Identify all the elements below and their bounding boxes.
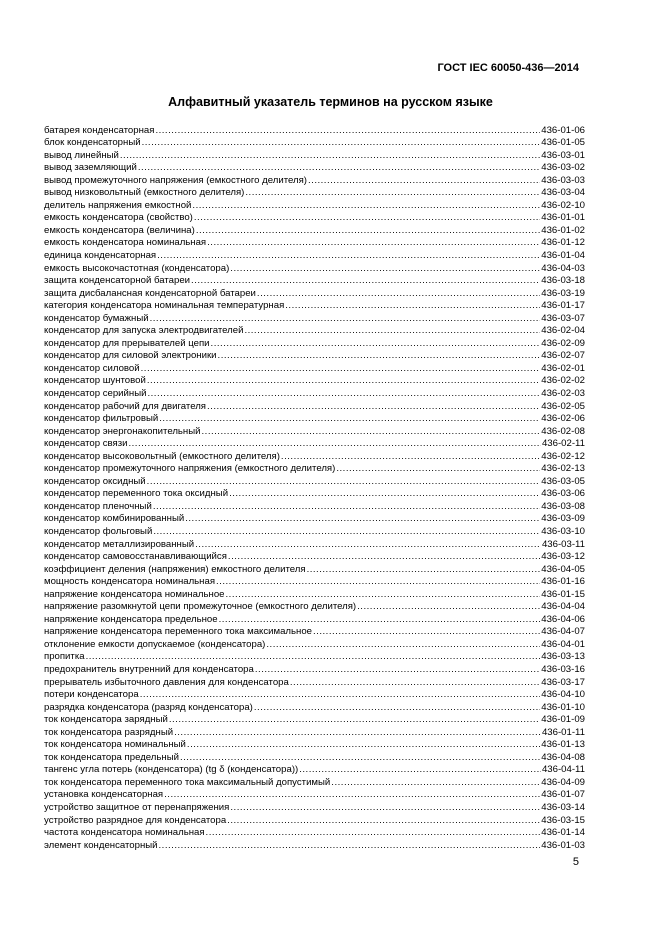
entry-code: 436-03-12: [541, 551, 585, 563]
entry-term: батарея конденсаторная: [44, 124, 155, 136]
dot-leader: [174, 727, 541, 740]
dot-leader: [141, 363, 541, 376]
entry-term: напряжение конденсатора предельное: [44, 613, 218, 625]
entry-code: 436-01-15: [541, 588, 585, 600]
index-entry: [44, 689, 585, 702]
entry-term: вывод заземляющий: [44, 162, 137, 174]
dot-leader: [227, 815, 540, 828]
entry-term: емкость конденсатора (величина): [44, 224, 195, 236]
dot-leader: [331, 777, 540, 790]
entry-term: конденсатор энергонакопительный: [44, 425, 201, 437]
entry-code: 436-03-06: [541, 488, 585, 500]
entry-term: напряжение конденсатора переменного тока максимальное: [44, 626, 312, 638]
index-entry: [44, 488, 585, 501]
dot-leader: [244, 325, 540, 338]
entry-term: предохранитель внутренний для конденсатора: [44, 664, 254, 676]
entry-term: конденсатор для прерывателей цепи: [44, 337, 210, 349]
dot-leader: [153, 526, 540, 539]
entry-term: устройство разрядное для конденсатора: [44, 814, 227, 826]
entry-term: разрядка конденсатора (разряд конденсатора): [44, 701, 253, 713]
dot-leader: [194, 212, 540, 225]
entry-term: конденсатор металлизированный: [44, 538, 195, 550]
entry-code: 436-03-18: [541, 275, 585, 287]
entry-term: установка конденсаторная: [44, 789, 164, 801]
entry-code: 436-04-03: [541, 262, 585, 274]
entry-code: 436-02-02: [541, 375, 585, 387]
index-entry: [44, 263, 585, 276]
dot-leader: [226, 589, 541, 602]
dot-leader: [140, 689, 541, 702]
index-entry: [44, 526, 585, 539]
index-entry: [44, 714, 585, 727]
dot-leader: [307, 564, 541, 577]
entry-code: 436-02-03: [541, 387, 585, 399]
index-entry: [44, 288, 585, 301]
dot-leader: [191, 275, 540, 288]
entry-term: единица конденсаторная: [44, 249, 157, 261]
index-entry: [44, 601, 585, 614]
index-entry: [44, 752, 585, 765]
entry-code: 436-03-08: [541, 500, 585, 512]
entry-term: конденсатор самовосстанавливающийся: [44, 551, 227, 563]
entry-code: 436-01-05: [541, 137, 585, 149]
entry-term: конденсатор фольговый: [44, 526, 153, 537]
entry-code: 436-03-19: [541, 287, 585, 299]
entry-code: 436-01-07: [541, 789, 585, 801]
dot-leader: [159, 840, 541, 853]
index-entry: [44, 162, 585, 175]
index-entry: [44, 827, 585, 840]
entry-term: элемент конденсаторный: [44, 839, 158, 851]
dot-leader: [86, 651, 541, 664]
index-entry: [44, 739, 585, 752]
dot-leader: [128, 438, 541, 451]
entry-term: конденсатор рабочий для двигателя: [44, 400, 207, 412]
entry-code: 436-04-05: [541, 563, 585, 575]
entry-term: емкость конденсатора номинальная: [44, 237, 207, 249]
entry-code: 436-03-09: [541, 513, 585, 525]
dot-leader: [187, 739, 540, 752]
entry-term: емкость высокочастотная (конденсатора): [44, 262, 230, 274]
entry-term: конденсатор оксидный: [44, 475, 146, 487]
entry-term: ток конденсатора зарядный: [44, 714, 168, 726]
entry-term: делитель напряжения емкостной: [44, 199, 192, 211]
entry-code: 436-01-16: [541, 576, 585, 588]
entry-code: 436-02-11: [541, 438, 585, 450]
entry-code: 436-02-06: [541, 413, 585, 425]
index-entry: [44, 275, 585, 288]
dot-leader: [147, 476, 541, 489]
page-title: Алфавитный указатель терминов на русском языке: [168, 95, 493, 109]
entry-code: 436-03-01: [541, 149, 585, 161]
entry-code: 436-02-07: [541, 350, 585, 362]
index-entry: [44, 225, 585, 238]
index-entry: [44, 463, 585, 476]
entry-code: 436-01-03: [541, 839, 585, 851]
index-entry: [44, 438, 585, 451]
entry-code: 436-01-10: [541, 701, 585, 713]
dot-leader: [219, 614, 541, 627]
entry-code: 436-03-15: [541, 814, 585, 826]
dot-leader: [185, 513, 540, 526]
entry-code: 436-02-13: [541, 463, 585, 475]
index-entry: [44, 388, 585, 401]
index-entry: [44, 150, 585, 163]
entry-code: 436-02-05: [541, 400, 585, 412]
index-entry: [44, 802, 585, 815]
standard-code: ГОСТ IEC 60050-436—2014: [437, 62, 579, 74]
dot-leader: [308, 175, 540, 188]
index-entry: [44, 564, 585, 577]
entry-code: 436-01-12: [541, 237, 585, 249]
entry-term: ток конденсатора номинальный: [44, 739, 186, 751]
entry-code: 436-04-11: [541, 764, 585, 776]
dot-leader: [207, 401, 540, 414]
entry-term: конденсатор шунтовой: [44, 375, 146, 387]
entry-code: 436-03-02: [541, 162, 585, 174]
index-entry: [44, 175, 585, 188]
index-entry: [44, 815, 585, 828]
entry-code: 436-03-17: [541, 676, 585, 688]
entry-code: 436-03-14: [541, 802, 585, 814]
index-entry: [44, 451, 585, 464]
index-entry: [44, 626, 585, 639]
entry-code: 436-03-07: [541, 312, 585, 324]
index-entry: [44, 639, 585, 652]
dot-leader: [299, 764, 541, 777]
index-entry: [44, 539, 585, 552]
index-entry: [44, 727, 585, 740]
index-entry: [44, 338, 585, 351]
dot-leader: [157, 250, 540, 263]
index-entry: [44, 350, 585, 363]
entry-term: мощность конденсатора номинальная: [44, 576, 216, 588]
entry-code: 436-04-09: [541, 776, 585, 788]
dot-leader: [150, 313, 541, 326]
dot-leader: [285, 300, 540, 313]
dot-leader: [164, 789, 540, 802]
dot-leader: [201, 426, 540, 439]
entry-code: 436-04-07: [541, 626, 585, 638]
entry-term: конденсатор комбинированный: [44, 513, 185, 525]
entry-code: 436-02-08: [541, 425, 585, 437]
entry-code: 436-02-04: [541, 325, 585, 337]
index-entry: [44, 764, 585, 777]
dot-leader: [196, 225, 540, 238]
entry-term: напряжение конденсатора номинальное: [44, 588, 225, 600]
dot-leader: [142, 137, 541, 150]
entry-term: защита конденсаторной батареи: [44, 275, 191, 287]
dot-leader: [266, 639, 540, 652]
entry-term: конденсатор для силовой электроники: [44, 350, 217, 362]
entry-code: 436-01-06: [541, 124, 585, 136]
page-number: 5: [572, 856, 579, 868]
index-entry: [44, 250, 585, 263]
index-entry: [44, 125, 585, 138]
dot-leader: [245, 187, 540, 200]
entry-code: 436-02-12: [541, 450, 585, 462]
entry-term: вывод промежуточного напряжения (емкостного делителя): [44, 174, 307, 186]
index-entry: [44, 200, 585, 213]
entry-term: конденсатор фильтровый: [44, 413, 159, 425]
dot-leader: [155, 125, 540, 138]
entry-code: 436-01-13: [541, 739, 585, 751]
entry-term: коэффициент деления (напряжения) емкостного делителя: [44, 563, 306, 575]
dot-leader: [230, 263, 540, 276]
index-entry: [44, 137, 585, 150]
dot-leader: [229, 488, 540, 501]
index-entry: [44, 501, 585, 514]
entry-term: конденсатор бумажный: [44, 312, 149, 324]
entry-code: 436-03-04: [541, 187, 585, 199]
entry-term: потери конденсатора: [44, 689, 139, 701]
entry-code: 436-02-01: [541, 362, 585, 374]
index-entry: [44, 401, 585, 414]
dot-leader: [313, 626, 540, 639]
index-entry: [44, 212, 585, 225]
dot-leader: [169, 714, 540, 727]
index-entry: [44, 664, 585, 677]
index-entry: [44, 476, 585, 489]
index-entry: [44, 789, 585, 802]
dot-leader: [216, 576, 540, 589]
dot-leader: [195, 539, 541, 552]
entry-code: 436-03-11: [541, 538, 585, 550]
entry-code: 436-01-01: [541, 212, 585, 224]
entry-term: конденсатор для запуска электродвигателей: [44, 325, 244, 337]
entry-code: 436-04-04: [541, 601, 585, 613]
dot-leader: [281, 451, 540, 464]
entry-code: 436-03-16: [541, 664, 585, 676]
dot-leader: [192, 200, 540, 213]
index-entry: [44, 325, 585, 338]
entry-code: 436-01-14: [541, 827, 585, 839]
entry-code: 436-01-11: [541, 726, 585, 738]
entry-term: частота конденсатора номинальная: [44, 827, 205, 839]
entry-term: конденсатор высоковольтный (емкостного делителя): [44, 450, 280, 462]
dot-leader: [257, 288, 540, 301]
entry-term: устройство защитное от перенапряжения: [44, 802, 230, 814]
entry-code: 436-03-03: [541, 174, 585, 186]
entry-term: конденсатор переменного тока оксидный: [44, 488, 229, 500]
index-entry: [44, 702, 585, 715]
entry-term: отклонение емкости допускаемое (конденсатора): [44, 638, 266, 650]
entry-code: 436-03-05: [541, 475, 585, 487]
term-index: [44, 125, 585, 853]
index-entry: [44, 513, 585, 526]
dot-leader: [255, 664, 540, 677]
dot-leader: [138, 162, 540, 175]
index-entry: [44, 677, 585, 690]
index-entry: [44, 375, 585, 388]
index-entry: [44, 576, 585, 589]
index-entry: [44, 589, 585, 602]
entry-code: 436-01-02: [541, 224, 585, 236]
index-entry: [44, 426, 585, 439]
dot-leader: [120, 150, 540, 163]
entry-term: пропитка: [44, 651, 85, 663]
dot-leader: [147, 388, 540, 401]
entry-term: вывод линейный: [44, 149, 119, 161]
dot-leader: [211, 338, 541, 351]
entry-term: ток конденсатора переменного тока максимальный допустимый: [44, 776, 331, 788]
entry-term: блок конденсаторный: [44, 137, 141, 149]
dot-leader: [357, 601, 540, 614]
dot-leader: [218, 350, 541, 363]
dot-leader: [180, 752, 540, 765]
index-entry: [44, 187, 585, 200]
entry-code: 436-04-06: [541, 613, 585, 625]
dot-leader: [230, 802, 540, 815]
index-entry: [44, 614, 585, 627]
entry-term: конденсатор связи: [44, 438, 128, 450]
dot-leader: [228, 551, 540, 564]
entry-code: 436-04-10: [541, 689, 585, 701]
entry-code: 436-03-13: [541, 651, 585, 663]
entry-term: прерыватель избыточного давления для конденсатора: [44, 676, 289, 688]
index-entry: [44, 413, 585, 426]
dot-leader: [207, 237, 540, 250]
dot-leader: [159, 413, 540, 426]
entry-code: 436-02-09: [541, 337, 585, 349]
entry-term: напряжение разомкнутой цепи промежуточное (емкостного делителя): [44, 601, 357, 613]
entry-term: емкость конденсатора (свойство): [44, 212, 193, 224]
entry-code: 436-01-17: [541, 300, 585, 312]
index-entry: [44, 313, 585, 326]
index-entry: [44, 363, 585, 376]
index-entry: [44, 651, 585, 664]
entry-term: вывод низковольтный (емкостного делителя): [44, 187, 245, 199]
entry-term: ток конденсатора разрядный: [44, 726, 174, 738]
index-entry: [44, 300, 585, 313]
entry-term: конденсатор серийный: [44, 387, 147, 399]
entry-code: 436-04-08: [541, 751, 585, 763]
dot-leader: [206, 827, 541, 840]
dot-leader: [336, 463, 540, 476]
entry-code: 436-02-10: [541, 199, 585, 211]
index-entry: [44, 777, 585, 790]
index-entry: [44, 551, 585, 564]
entry-term: ток конденсатора предельный: [44, 751, 179, 763]
dot-leader: [153, 501, 540, 514]
entry-code: 436-04-01: [541, 638, 585, 650]
dot-leader: [254, 702, 540, 715]
entry-term: конденсатор пленочный: [44, 500, 152, 512]
entry-code: 436-01-09: [541, 714, 585, 726]
dot-leader: [147, 375, 540, 388]
entry-code: 436-03-10: [541, 526, 585, 537]
index-entry: [44, 237, 585, 250]
entry-term: категория конденсатора номинальная температурная: [44, 300, 285, 312]
entry-code: 436-01-04: [541, 249, 585, 261]
entry-term: тангенс угла потерь (конденсатора) (tg δ (конденсатора)): [44, 764, 299, 776]
index-entry: [44, 840, 585, 853]
entry-term: защита дисбалансная конденсаторной батареи: [44, 287, 256, 299]
entry-term: конденсатор силовой: [44, 362, 140, 374]
dot-leader: [290, 677, 540, 690]
entry-term: конденсатор промежуточного напряжения (емкостного делителя): [44, 463, 336, 475]
